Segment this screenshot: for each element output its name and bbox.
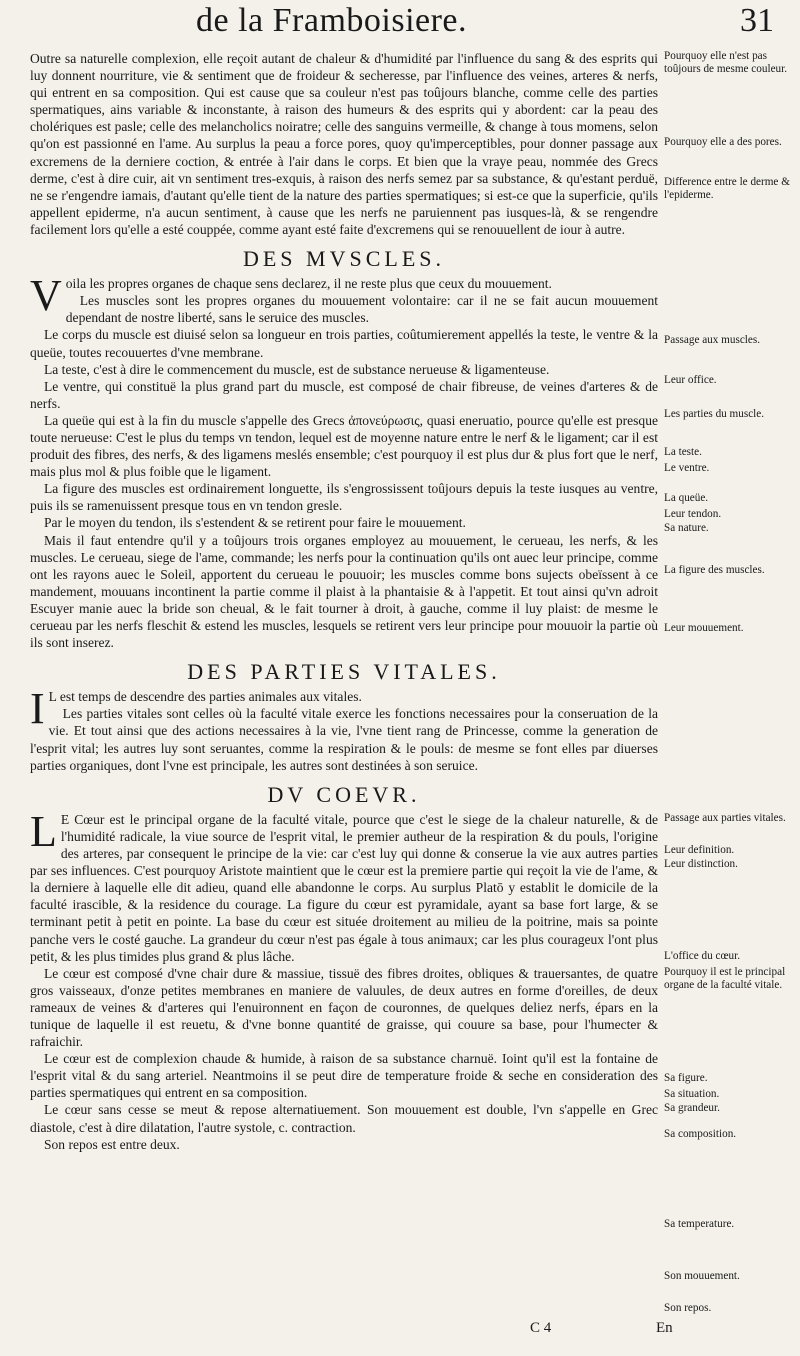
catchword: En [656,1320,673,1336]
paragraph: Le cœur est composé d'vne chair dure & massiue, tissuë des fibres droites, obliques & trauersantes, de quatre gros vaisseaux, d'onze petites membranes en maniere de valuules, de deux autres en forme d'oreilles, de deux rameaux de veines & d'arteres qui l'enuironnent en façon de couronnes, de quelques deliez nerfs, épars en la tunique de laquelle il est reuetu, & d'vne bonne quantité de graisse, qui couure sa base, pour l'humecter & rafraichir. [30,965,658,1050]
margin-note: La figure des muscles. [664,564,765,576]
running-title: de la Framboisiere. [196,2,468,39]
margin-note: Pourquoy elle a des pores. [664,136,782,148]
margin-note: Sa grandeur. [664,1102,720,1114]
margin-note: Leur mouuement. [664,622,744,634]
paragraph: Le corps du muscle est diuisé selon sa longueur en trois parties, coûtumierement appellés la teste, le ventre & la queüe, toutes recouuertes d'vne membrane. [30,327,658,360]
margin-note: Pourquoy il est le principal organe de la faculté vitale. [664,966,786,991]
margin-note: Son repos. [664,1302,712,1314]
paragraph: Outre sa naturelle complexion, elle reçoit autant de chaleur & d'humidité par l'influence du sang & des esprits qui luy donnent nourriture, vie & sentiment que de froideur & secheresse, par l'influence des veines, arteres & nerfs, qui entrent en sa composition. Qui est cause que sa couleur n'est pas toûjours blanche, comme celle des parties spermatiques, ains variable & inconstante, à raison des humeurs & des esprits qui y abordent: car la peau des cholériques est pasle; celle des melancholics noiratre; celle des sanguins vermeille, & change à tous momens, selon qu'on est passionné en l'ame. Au surplus la peau a force pores, quoy qu'imperceptibles, pour donner passage aux excremens de la derniere coction, & entrée à l'air dans le corps. Et bien que la vraye peau, nommée des Grecs derme, c'est à dire cuir, ait vn sentiment tres-exquis, à raison des nerfs semez par sa substance, & qu'estant perduë, ne se r'engendre iamais, d'autant qu'elle tient de la nature des parties spermatiques; si est-ce que la superficie, qu'ils appellent epiderme, n'a aucun sentiment, à cause que les nerfs ne paruiennent pas iusques-là, & se rengendre facilement lors qu'elle a esté couppée, comme ayant esté faite d'excremens qui se renouuellent de iour à autre. [30,51,658,237]
margin-note: Leur office. [664,374,717,386]
margin-note: Les parties du muscle. [664,408,765,420]
margin-note: Passage aux muscles. [664,334,761,346]
margin-note: Passage aux parties vitales. [664,812,786,824]
margin-note: La queüe. [664,492,709,504]
signature-mark: C 4 [530,1320,552,1336]
margin-note: Sa temperature. [664,1218,735,1230]
margin-note: Leur distinction. [664,858,738,870]
margin-note: Pourquoy elle n'est pas toûjours de mesme couleur. [664,50,788,75]
margin-note: Le ventre. [664,462,710,474]
paragraph: Mais il faut entendre qu'il y a toûjours trois organes employez au mouuement, le cerueau, les nerfs, & les muscles. Le cerueau, siege de l'ame, commande; les nerfs pour la continuation qu'ils ont auec leur principe, comme ont les rayons auec le Soleil, apportent du cerueau le pouuoir; les muscles comme bons sujects obeïssent à ce mandement, mouuans incontinent la partie comme il plaist à la phantaisie & à l'appetit. Et tout ainsi qu'vn adroit Escuyer manie auec la bride son cheual, & le fait tourner à droit, à gauche, comme il luy plaist: de mesme le cerueau par les nerfs fleschit & estend les muscles, lesquels se retirent vers leur principe pour mouuoir la partie où ils sont inserez. [30,532,658,651]
paragraph: Le cœur sans cesse se meut & repose alternatiuement. Son mouuement est double, l'vn s'appelle en Grec diastole, c'est à dire dilatation, l'autre systole, c. contraction. [30,1102,658,1135]
paragraph: La teste, c'est à dire le commencement du muscle, est de substance nerueuse & ligamenteuse. [44,361,550,377]
margin-note: L'office du cœur. [664,950,741,962]
section-heading-vital-parts: DES PARTIES VITALES. [187,659,501,685]
paragraph [30,684,658,734]
opening-text: L est temps de descendre des parties animales aux vitales. [48,689,362,705]
margin-note: Leur tendon. [664,508,722,520]
margin-note: La teste. [664,446,702,458]
opening-text: oila les propres organes de chaque sens declarez, il ne reste plus que ceux du mouuement. [65,276,552,292]
margin-note: Son mouuement. [664,1270,740,1282]
margin-note: Difference entre le derme & l'epiderme. [664,176,790,201]
paragraph: Le ventre, qui constituë la plus grand part du muscle, est composé de chair fibreuse, de veines d'arteres & de nerfs. [30,378,658,411]
margin-note: Sa nature. [664,522,709,534]
paragraph: Les parties vitales sont celles où la faculté vitale exerce les fonctions necessaires pour la conseruation de la vie. Et tout ainsi que des actions necessaires à la vie, l'vne tient rang de Princesse, comme la generation de l'esprit vital; les autres luy sont seruantes, comme la respiration & le pouls: de mesme se font elles par diuerses parties organiques, dont l'vne est principale, les autres sont destinées à son seruice. [30,706,658,773]
paragraph: Le cœur est de complexion chaude & humide, à raison de sa substance charnuë. Ioint qu'il est la fontaine de l'esprit vital & du sang arteriel. Neantmoins il se peut dire de temperature froide & seche en consideration des parties spermatiques qui entrent en sa composition. [30,1051,658,1101]
margin-note: Leur definition. [664,844,735,856]
section-heading-muscles: DES MVSCLES. [242,246,446,272]
paragraph [30,806,658,965]
page-header [196,2,780,50]
margin-note: Sa composition. [664,1128,737,1140]
paragraph: La figure des muscles est ordinairement longuette, ils s'engrossissent toûjours depuis la teste iusques au ventre, puis ils se ramenuissent presque tous en vn tendon gresle. [30,481,658,514]
section-heading-heart: DV COEVR. [267,781,421,807]
paragraph: Les muscles sont les propres organes du mouuement volontaire: car il ne se fait aucun mouuement dependant de nostre liberté, sans le seruice des muscles. [65,293,658,326]
drop-cap: V [30,271,62,321]
drop-cap: I [30,684,45,734]
margin-note: Sa figure. [664,1072,708,1084]
paragraph: Par le moyen du tendon, ils s'estendent & se retirent pour faire le mouuement. [44,515,466,531]
page-number: 31 [740,2,774,39]
paragraph: La queüe qui est à la fin du muscle s'appelle des Grecs ἀπονεύρωσις, quasi eneruatio, pource qu'elle est presque toute nerueuse: C'est le plus du temps vn tendon, lequel est de moyenne nature entre le nerf & le ligament; car il est produit des fibres, des nerfs, & des ligamens meslés ensemble; c'est pourquoy il est plus dur & plus fort que le nerf, mais plus mol & plus foible que le ligament. [30,412,658,480]
paragraph: Son repos est entre deux. [44,1136,180,1152]
opening-text: E Cœur est le principal organe de la faculté vitale, pource que c'est le siege de la chaleur naturelle, & de l'humidité radicale, la viue source de l'esprit vital, le premier autheur de la respiration & du pouls, l'origine des arteres, par consequent le principe de la vie: car c'est luy qui donne & conserue la vie aux autres parties par ses influences. C'est pourquoy Aristote maintient que le cœur est la premiere partie qui reçoit la vie de l'ame, & la derniere à laquelle elle dit adieu, quand elle abandonne le corps. Au surplus Platō y establit le domicile de la faculté irascible, & la residence du courage. La figure du cœur est pyramidale, ayant sa base fort large, & se terminant petit à petit en pointe. La base du cœur est située droitement au milieu de la poitrine, mais sa pointe panche vers le costé gauche. La grandeur du cœur n'est pas égale à tous animaux; car les plus courageux l'ont plus petit, & les plus timides plus grand & plus lâche. [30,811,658,964]
margin-note: Sa situation. [664,1088,720,1100]
drop-cap: L [30,806,57,856]
main-text-column [30,50,658,1153]
